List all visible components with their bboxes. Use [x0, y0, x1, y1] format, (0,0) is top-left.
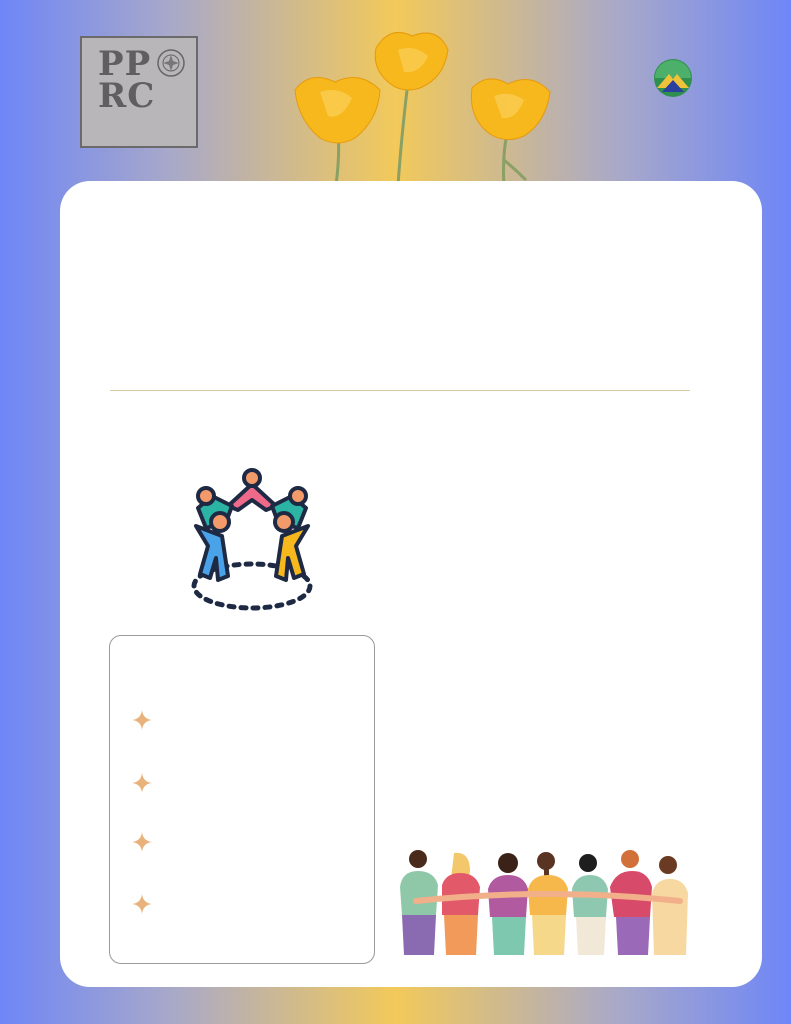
newsletter-card — [60, 181, 762, 987]
poppy-flowers-image — [280, 20, 570, 185]
intro-text — [396, 453, 688, 473]
pprc-letters-bottom: RC — [98, 76, 156, 116]
people-circle-icon — [188, 466, 316, 616]
mountain-logo-icon — [653, 58, 693, 98]
sparkle-icon — [132, 894, 152, 914]
wccs-logo — [628, 58, 718, 138]
upcoming-events-box — [109, 635, 375, 964]
sparkle-icon — [132, 710, 152, 730]
people-group-illustration — [396, 845, 692, 957]
seal-icon — [156, 48, 186, 78]
sparkle-icon — [132, 773, 152, 793]
pprc-logo — [80, 36, 198, 148]
pprc-logo-letters — [98, 44, 156, 116]
pprc-letters-top: PP — [98, 44, 152, 84]
divider — [110, 390, 690, 391]
sparkle-icon — [132, 832, 152, 852]
